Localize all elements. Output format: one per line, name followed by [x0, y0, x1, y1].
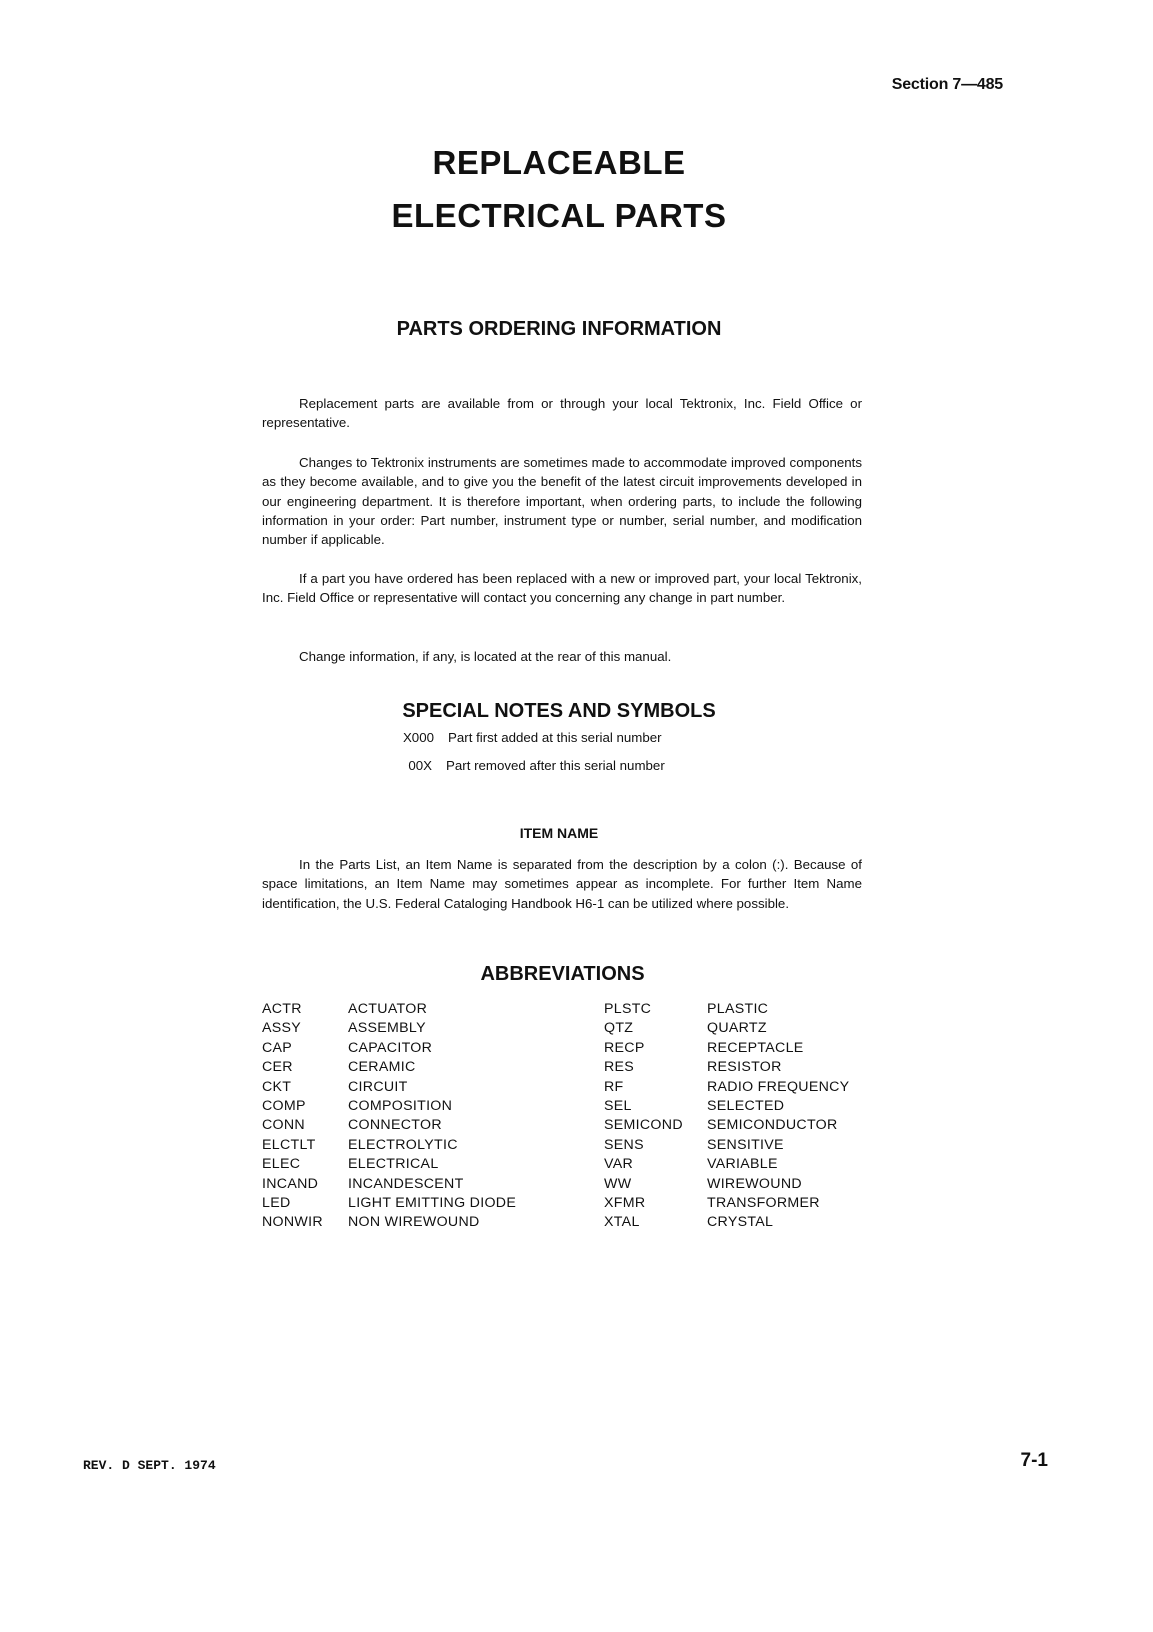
abbr-code: RF — [604, 1078, 624, 1095]
symbol-code: 00X — [408, 758, 432, 773]
symbol-description: Part first added at this serial number — [448, 730, 662, 745]
page-title-line-1: REPLACEABLE — [432, 144, 686, 181]
abbr-meaning: CIRCUIT — [348, 1078, 408, 1095]
abbr-code: PLSTC — [604, 1001, 652, 1017]
abbr-meaning: INCANDESCENT — [348, 1175, 464, 1192]
abbr-meaning: VARIABLE — [707, 1156, 778, 1173]
abbr-meaning: LIGHT EMITTING DIODE — [348, 1195, 517, 1211]
ordering-paragraph-1: Replacement parts are available from or through your local Tektronix, Inc. Field Office or representative. — [262, 396, 862, 431]
ordering-paragraph-3: If a part you have ordered has been replaced with a new or improved part, your local Tektronix, Inc. Field Office or representative will contact you concerning any change in part number. — [262, 571, 862, 606]
abbr-code: XFMR — [604, 1195, 646, 1211]
abbr-code: ELCTLT — [262, 1136, 316, 1153]
abbr-code: CONN — [262, 1117, 305, 1134]
abbr-code: VAR — [604, 1156, 634, 1173]
abbr-meaning: TRANSFORMER — [707, 1195, 820, 1211]
abbr-code: XTAL — [604, 1214, 640, 1231]
abbr-meaning: CONNECTOR — [348, 1117, 442, 1134]
abbr-code: ELEC — [262, 1156, 301, 1173]
abbr-code: RECP — [604, 1039, 645, 1056]
abbr-code: LED — [262, 1195, 291, 1211]
abbr-code: CKT — [262, 1078, 292, 1095]
abbr-code: SEL — [604, 1098, 632, 1114]
abbr-code: CAP — [262, 1039, 293, 1056]
abbr-meaning: QUARTZ — [707, 1020, 767, 1037]
item-name-heading: ITEM NAME — [519, 825, 599, 841]
abbr-meaning: ASSEMBLY — [348, 1020, 426, 1037]
symbol-code: X000 — [402, 730, 434, 745]
abbr-code: ACTR — [262, 1001, 302, 1017]
abbr-meaning: CERAMIC — [348, 1059, 416, 1076]
parts-ordering-heading: PARTS ORDERING INFORMATION — [396, 318, 722, 340]
abbr-meaning: COMPOSITION — [348, 1098, 453, 1114]
abbr-code: COMP — [262, 1098, 306, 1114]
page-title-line-2: ELECTRICAL PARTS — [391, 197, 727, 234]
abbr-meaning: RADIO FREQUENCY — [707, 1078, 850, 1095]
item-name-paragraph: In the Parts List, an Item Name is separated from the description by a colon (:). Because of space limitations, an Item Name may sometimes appear as incomplete. For further Item Name identification, the U.S. Federal Cataloging Handbook H6-1 can be utilized where possible. — [262, 857, 862, 911]
abbr-meaning: CRYSTAL — [707, 1214, 774, 1231]
abbr-meaning: NON WIREWOUND — [348, 1214, 480, 1231]
abbr-meaning: RESISTOR — [707, 1059, 782, 1076]
abbr-meaning: ELECTROLYTIC — [348, 1136, 458, 1153]
abbr-code: SENS — [604, 1136, 644, 1153]
abbr-meaning: ACTUATOR — [348, 1001, 428, 1017]
abbr-code: INCAND — [262, 1175, 319, 1192]
abbr-code: RES — [604, 1059, 635, 1076]
abbreviations-heading: ABBREVIATIONS — [480, 963, 645, 985]
abbr-meaning: WIREWOUND — [707, 1175, 802, 1192]
abbr-code: WW — [604, 1175, 632, 1192]
page-number: 7-1 — [1020, 1450, 1048, 1471]
abbr-meaning: CAPACITOR — [348, 1039, 433, 1056]
ordering-paragraph-2: Changes to Tektronix instruments are sometimes made to accommodate improved components as they become available, and to give you the benefit of the latest circuit improvements developed in our engineering department. It is therefore important, when ordering parts, to include the following information in your order: Part number, instrument type or number, serial number, and modification number if applicable. — [262, 455, 862, 548]
special-notes-heading: SPECIAL NOTES AND SYMBOLS — [402, 700, 716, 722]
abbr-meaning: SEMICONDUCTOR — [707, 1117, 838, 1134]
symbol-description: Part removed after this serial number — [446, 758, 665, 773]
abbr-meaning: SELECTED — [707, 1098, 785, 1114]
abbr-code: CER — [262, 1059, 293, 1076]
abbr-code: SEMICOND — [604, 1117, 683, 1134]
ordering-paragraph-4: Change information, if any, is located at the rear of this manual. — [299, 649, 672, 664]
abbr-code: ASSY — [262, 1020, 302, 1037]
abbr-meaning: RECEPTACLE — [707, 1039, 804, 1056]
section-label: Section 7—485 — [891, 76, 1003, 93]
abbr-code: NONWIR — [262, 1214, 323, 1231]
page-title — [0, 136, 1118, 242]
revision-date: REV. D SEPT. 1974 — [83, 1458, 216, 1473]
abbr-meaning: ELECTRICAL — [348, 1156, 439, 1173]
abbr-meaning: PLASTIC — [707, 1001, 769, 1017]
abbr-meaning: SENSITIVE — [707, 1136, 784, 1153]
abbr-code: QTZ — [604, 1020, 634, 1037]
